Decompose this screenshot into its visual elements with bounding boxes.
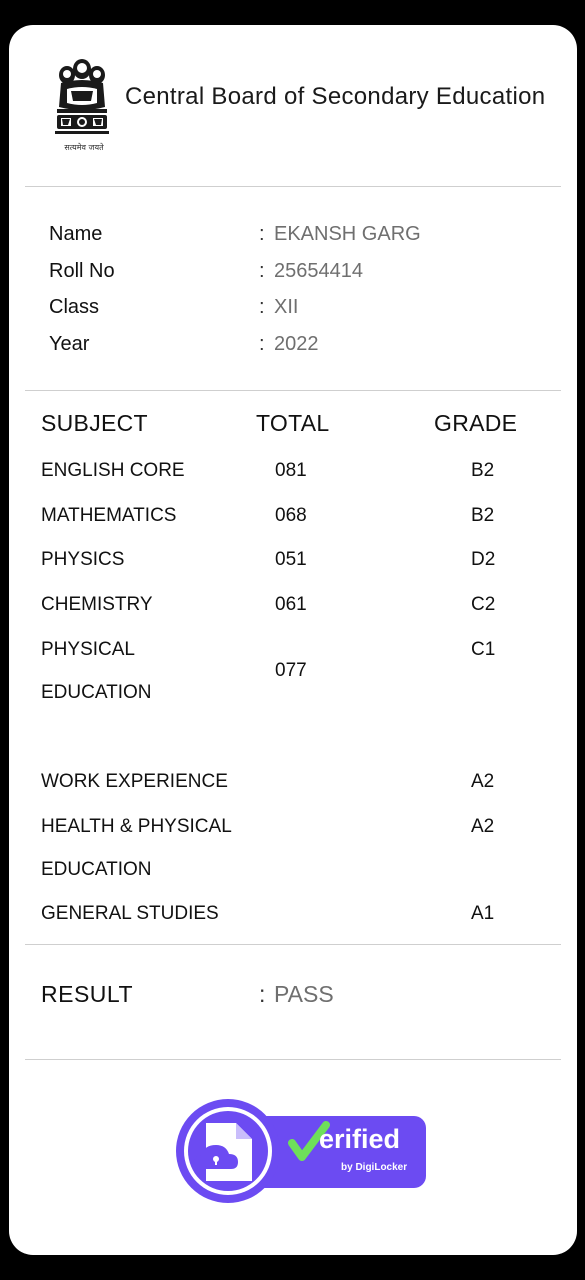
marksheet-card	[9, 25, 577, 1255]
subject-grade: B2	[471, 460, 495, 481]
column-header-total: TOTAL	[256, 410, 330, 436]
colon: :	[259, 260, 265, 282]
subject-grade: A1	[471, 903, 495, 924]
divider	[25, 944, 561, 945]
subject-name: GENERAL STUDIES	[41, 903, 219, 924]
result-label: RESULT	[41, 981, 134, 1007]
subject-grade: A2	[471, 771, 495, 792]
subject-name-continued: EDUCATION	[41, 682, 152, 703]
colon: :	[259, 296, 265, 318]
column-header-subject: SUBJECT	[41, 410, 148, 436]
result-value: PASS	[274, 981, 334, 1007]
roll-label: Roll No	[49, 260, 115, 282]
year-value: 2022	[274, 333, 319, 355]
name-value: EKANSH GARG	[274, 223, 421, 245]
roll-value: 25654414	[274, 260, 363, 282]
divider	[25, 186, 561, 187]
subject-grade: C2	[471, 594, 496, 615]
subject-total: 077	[275, 660, 307, 681]
colon: :	[259, 223, 265, 245]
colon: :	[259, 981, 266, 1007]
class-value: XII	[274, 296, 299, 318]
subject-grade: B2	[471, 505, 495, 526]
subject-grade: A2	[471, 816, 495, 837]
verified-text: erified	[319, 1124, 401, 1154]
verified-badge	[174, 1099, 434, 1207]
divider	[25, 1059, 561, 1060]
subject-grade: C1	[471, 639, 496, 660]
subject-total: 051	[275, 549, 307, 570]
subject-name: PHYSICS	[41, 549, 125, 570]
subject-name: HEALTH & PHYSICAL	[41, 816, 232, 837]
subject-name: ENGLISH CORE	[41, 460, 185, 481]
colon: :	[259, 333, 265, 355]
subject-grade: D2	[471, 549, 496, 570]
subject-total: 061	[275, 594, 307, 615]
subject-name: WORK EXPERIENCE	[41, 771, 228, 792]
year-label: Year	[49, 333, 90, 355]
name-label: Name	[49, 223, 103, 245]
column-header-grade: GRADE	[434, 410, 518, 436]
subject-total: 081	[275, 460, 307, 481]
subject-name: CHEMISTRY	[41, 594, 153, 615]
emblem-motto: सत्यमेव जयते	[64, 143, 104, 152]
board-title: Central Board of Secondary Education	[125, 83, 546, 110]
subject-name: MATHEMATICS	[41, 505, 177, 526]
digilocker-text: by DigiLocker	[341, 1162, 408, 1173]
subject-name-continued: EDUCATION	[41, 859, 152, 880]
divider	[25, 390, 561, 391]
subject-name: PHYSICAL	[41, 639, 135, 660]
class-label: Class	[49, 296, 100, 318]
subject-total: 068	[275, 505, 307, 526]
